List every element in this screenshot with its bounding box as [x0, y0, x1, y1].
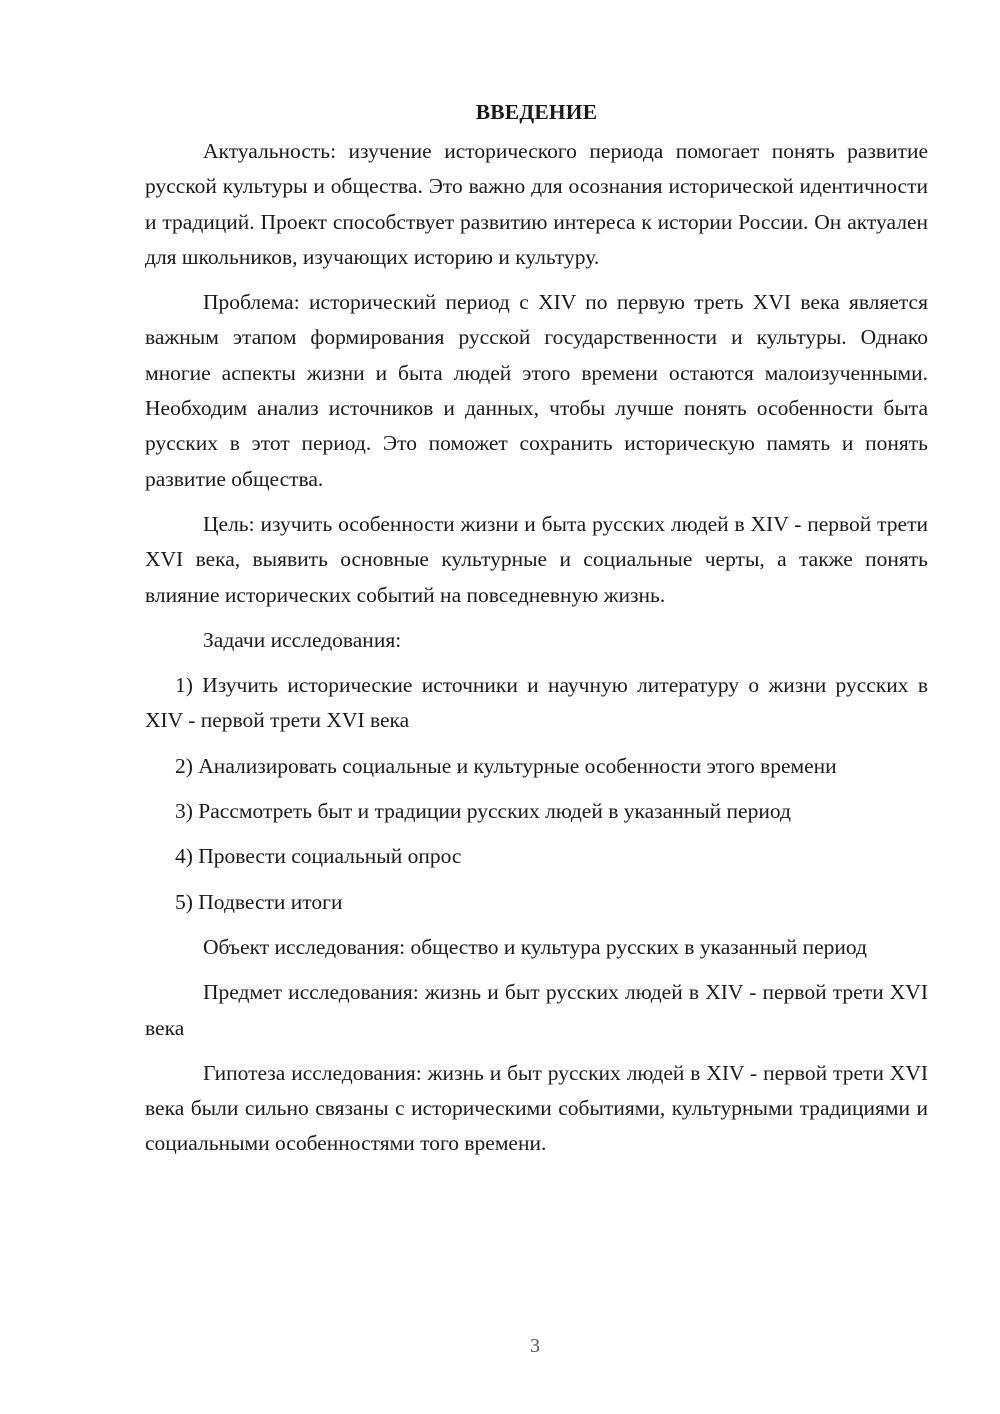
page-number: 3 — [530, 1335, 540, 1357]
object-paragraph: Объект исследования: общество и культура русских в указанный период — [203, 934, 867, 959]
task-item-5: 5) Подвести итоги — [175, 889, 343, 914]
tasks-list — [145, 668, 928, 920]
goal-paragraph: Цель: изучить особенности жизни и быта русских людей в XIV - первой трети XVI века, выявить основные культурные и социальные черты, а также понять влияние исторических событий на повседневную жизнь. — [145, 511, 928, 607]
page-body — [145, 95, 928, 1172]
section-heading: ВВЕДЕНИЕ — [475, 100, 598, 124]
task-item-3: 3) Рассмотреть быт и традиции русских людей в указанный период — [175, 799, 791, 824]
relevance-paragraph: Актуальность: изучение исторического периода помогает понять развитие русской культуры и общества. Это важно для осознания исторической идентичности и традиций. Проект способствует развитию интереса к истории России. Он актуален для школьников, изучающих историю и культуру. — [145, 139, 928, 269]
task-item-4: 4) Провести социальный опрос — [175, 844, 462, 869]
hypothesis-paragraph: Гипотеза исследования: жизнь и быт русских людей в XIV - первой трети XVI века были сильно связаны с историческими событиями, культурными традициями и социальными особенностями того времени. — [145, 1060, 928, 1156]
subject-paragraph: Предмет исследования: жизнь и быт русских людей в XIV - первой трети XVI века — [145, 980, 928, 1040]
task-item-2: 2) Анализировать социальные и культурные особенности этого времени — [175, 753, 837, 778]
task-item-1: 1) Изучить исторические источники и научную литературу о жизни русских в XIV - первой трети XVI века — [145, 673, 928, 733]
tasks-intro: Задачи исследования: — [203, 627, 402, 652]
problem-paragraph: Проблема: исторический период с XIV по первую треть XVI века является важным этапом формирования русской государственности и культуры. Однако многие аспекты жизни и быта людей этого времени остаются малоизученными. Необходим анализ источников и данных, чтобы лучше понять особенности быта русских в этот период. Это поможет сохранить историческую память и понять развитие общества. — [145, 290, 928, 491]
